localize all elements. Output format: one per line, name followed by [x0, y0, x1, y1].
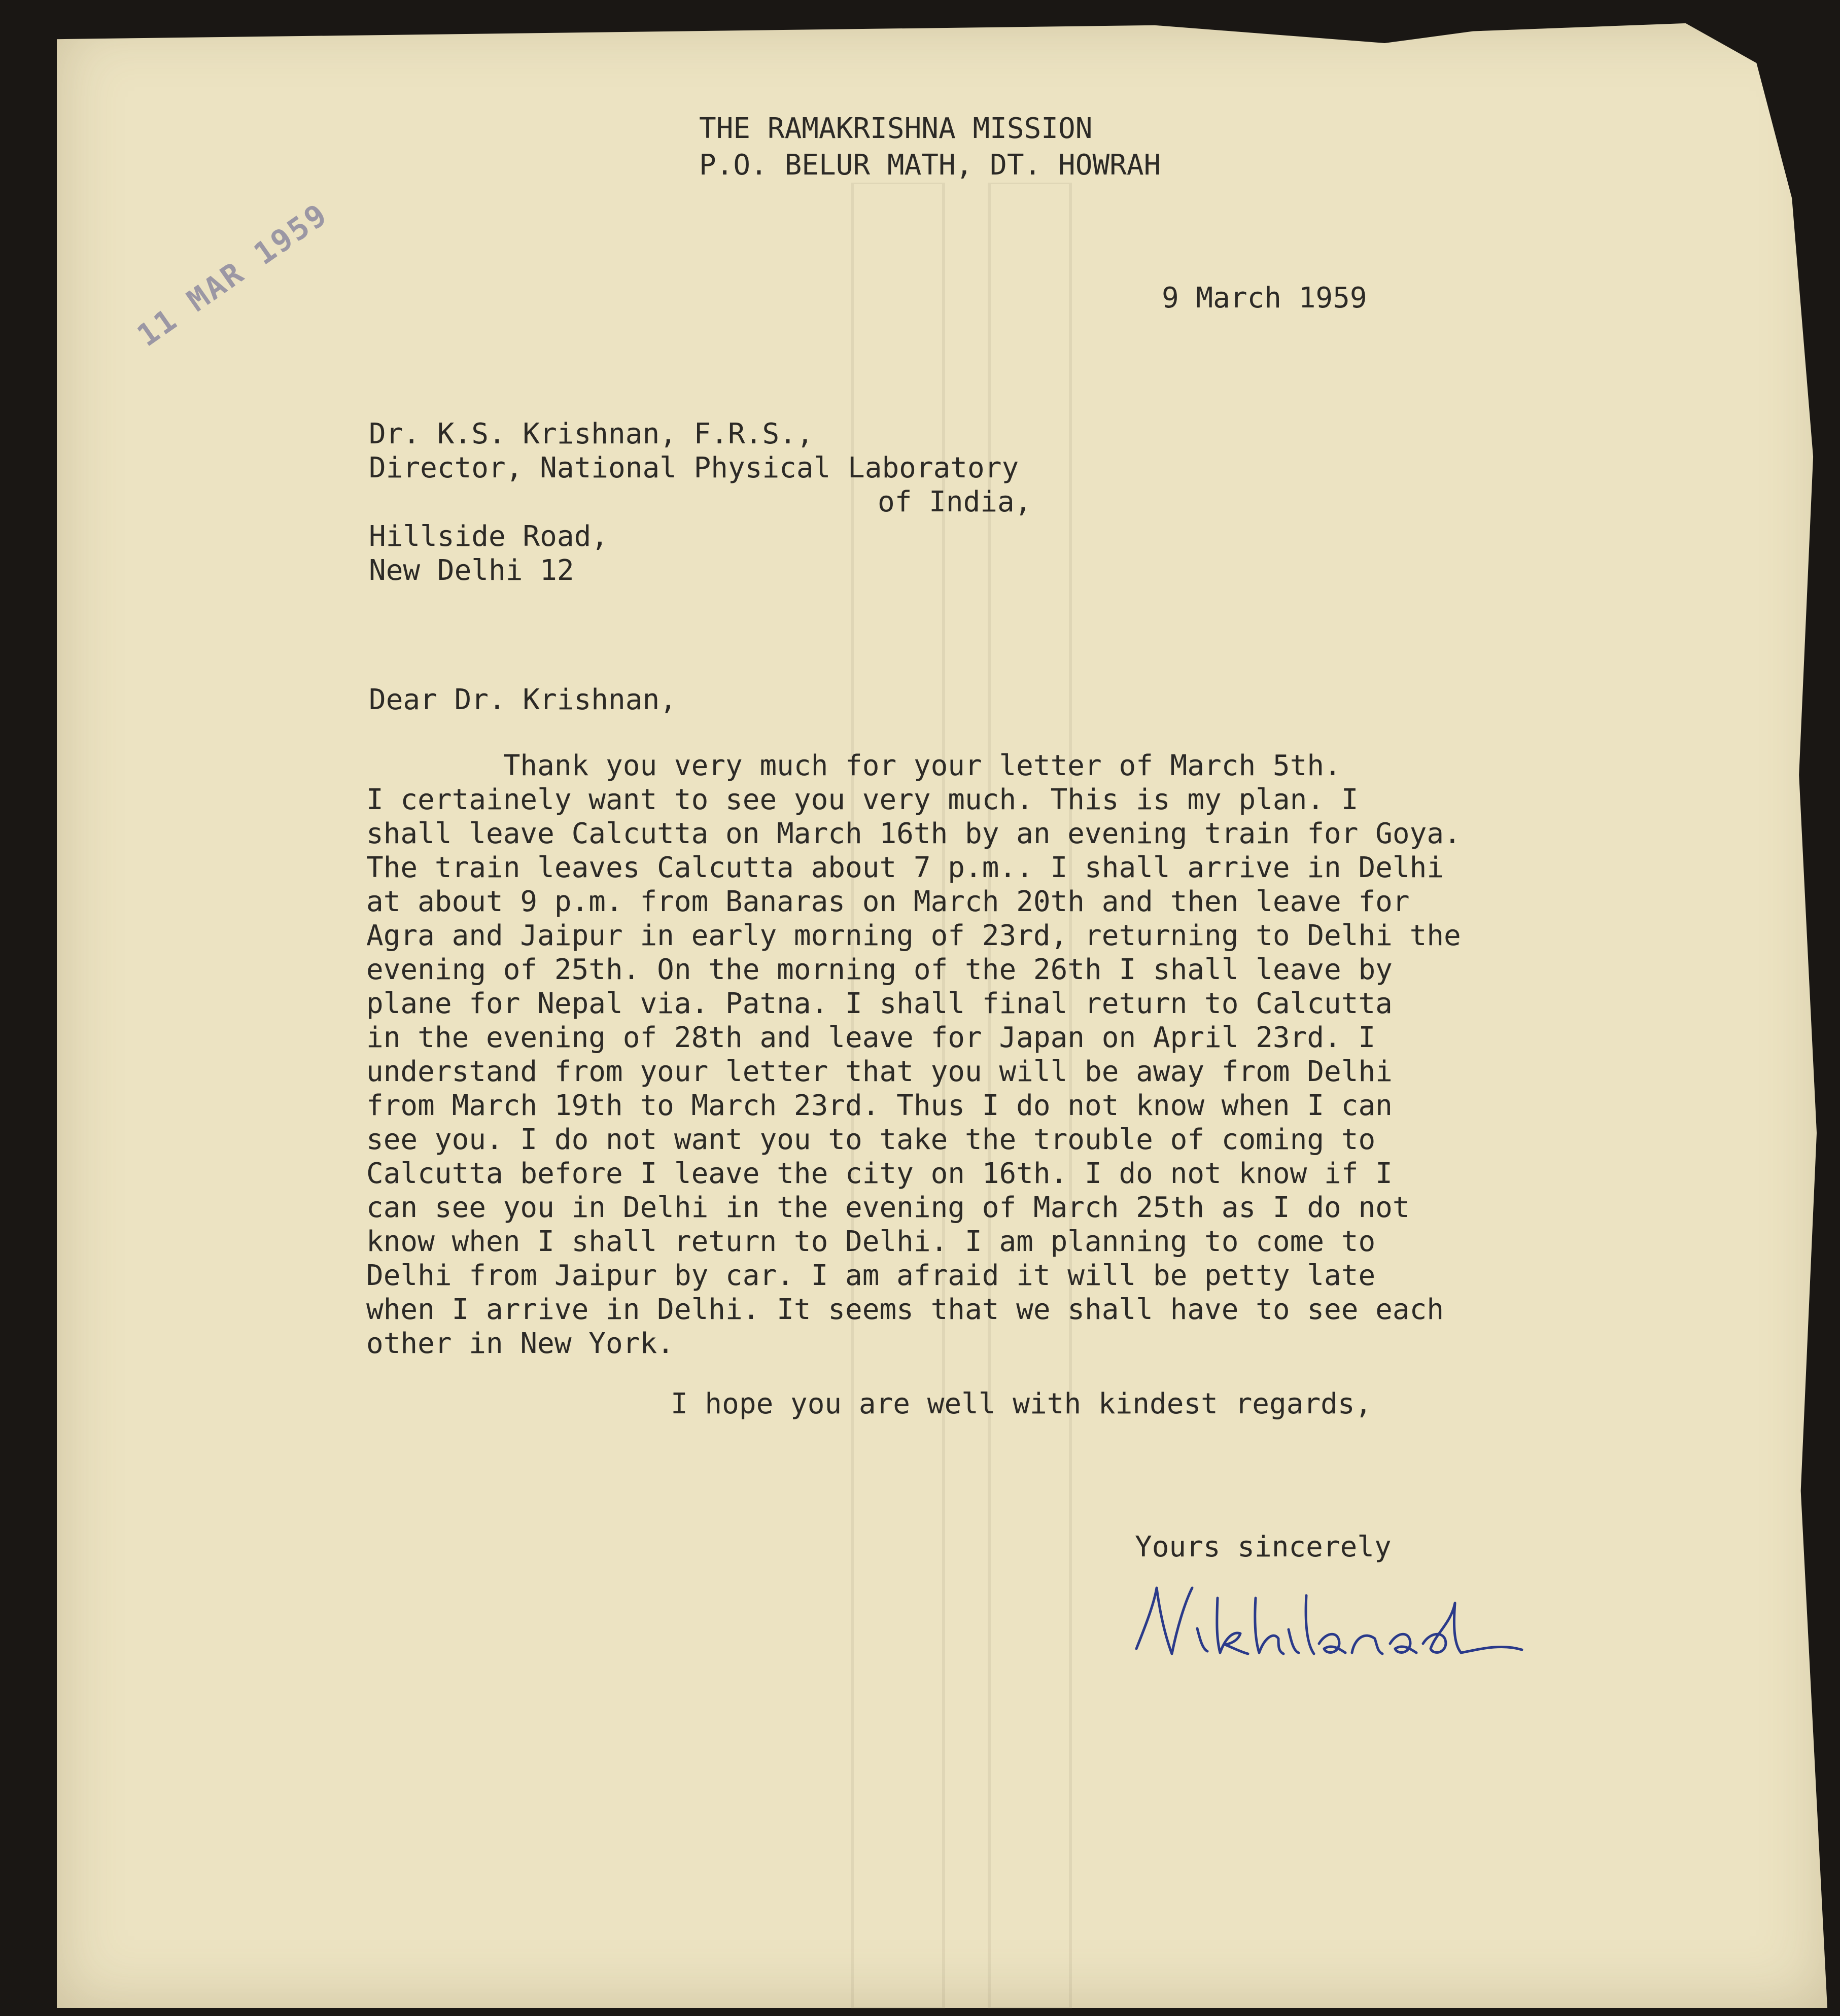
- letter-body: [366, 749, 1461, 1361]
- body-line: shall leave Calcutta on March 16th by an evening train for Goya.: [366, 817, 1461, 850]
- salutation: Dear Dr. Krishnan,: [369, 683, 677, 716]
- body-line: see you. I do not want you to take the trouble of coming to: [366, 1123, 1376, 1156]
- body-line: at about 9 p.m. from Banaras on March 20th and then leave for: [366, 885, 1410, 918]
- body-line: plane for Nepal via. Patna. I shall final return to Calcutta: [366, 987, 1393, 1020]
- received-date-stamp: 11 MAR 1959: [131, 196, 335, 354]
- body-line: Calcutta before I leave the city on 16th. I do not know if I: [366, 1157, 1393, 1190]
- recipient-street: Hillside Road,: [369, 520, 609, 553]
- body-line: can see you in Delhi in the evening of March 25th as I do not: [366, 1191, 1410, 1224]
- body-line: in the evening of 28th and leave for Japan on April 23rd. I: [366, 1021, 1376, 1054]
- body-line: know when I shall return to Delhi. I am planning to come to: [366, 1225, 1376, 1258]
- closing-line: I hope you are well with kindest regards,: [671, 1387, 1372, 1420]
- letterhead-line-2: P.O. BELUR MATH, DT. HOWRAH: [699, 149, 1161, 182]
- body-line: when I arrive in Delhi. It seems that we shall have to see each: [366, 1293, 1444, 1326]
- handwritten-signature: [1126, 1568, 1532, 1684]
- body-line: Thank you very much for your letter of March 5th.: [366, 749, 1341, 782]
- recipient-title-continued: of India,: [878, 485, 1032, 518]
- body-line: Agra and Jaipur in early morning of 23rd, returning to Delhi the: [366, 919, 1461, 952]
- letter-date: 9 March 1959: [1162, 282, 1367, 315]
- recipient-city: New Delhi 12: [369, 554, 574, 587]
- valediction: Yours sincerely: [1135, 1531, 1392, 1563]
- body-line: from March 19th to March 23rd. Thus I do not know when I can: [366, 1089, 1393, 1122]
- body-line: Delhi from Jaipur by car. I am afraid it will be petty late: [366, 1259, 1376, 1292]
- body-line: other in New York.: [366, 1327, 674, 1360]
- body-line: understand from your letter that you will be away from Delhi: [366, 1055, 1393, 1088]
- letterhead-line-1: THE RAMAKRISHNA MISSION: [699, 112, 1093, 145]
- recipient-name: Dr. K.S. Krishnan, F.R.S.,: [369, 418, 814, 450]
- body-line: I certainely want to see you very much. This is my plan. I: [366, 783, 1359, 816]
- body-line: evening of 25th. On the morning of the 26th I shall leave by: [366, 953, 1393, 986]
- recipient-title: Director, National Physical Laboratory: [369, 451, 1019, 484]
- body-line: The train leaves Calcutta about 7 p.m.. I shall arrive in Delhi: [366, 851, 1444, 884]
